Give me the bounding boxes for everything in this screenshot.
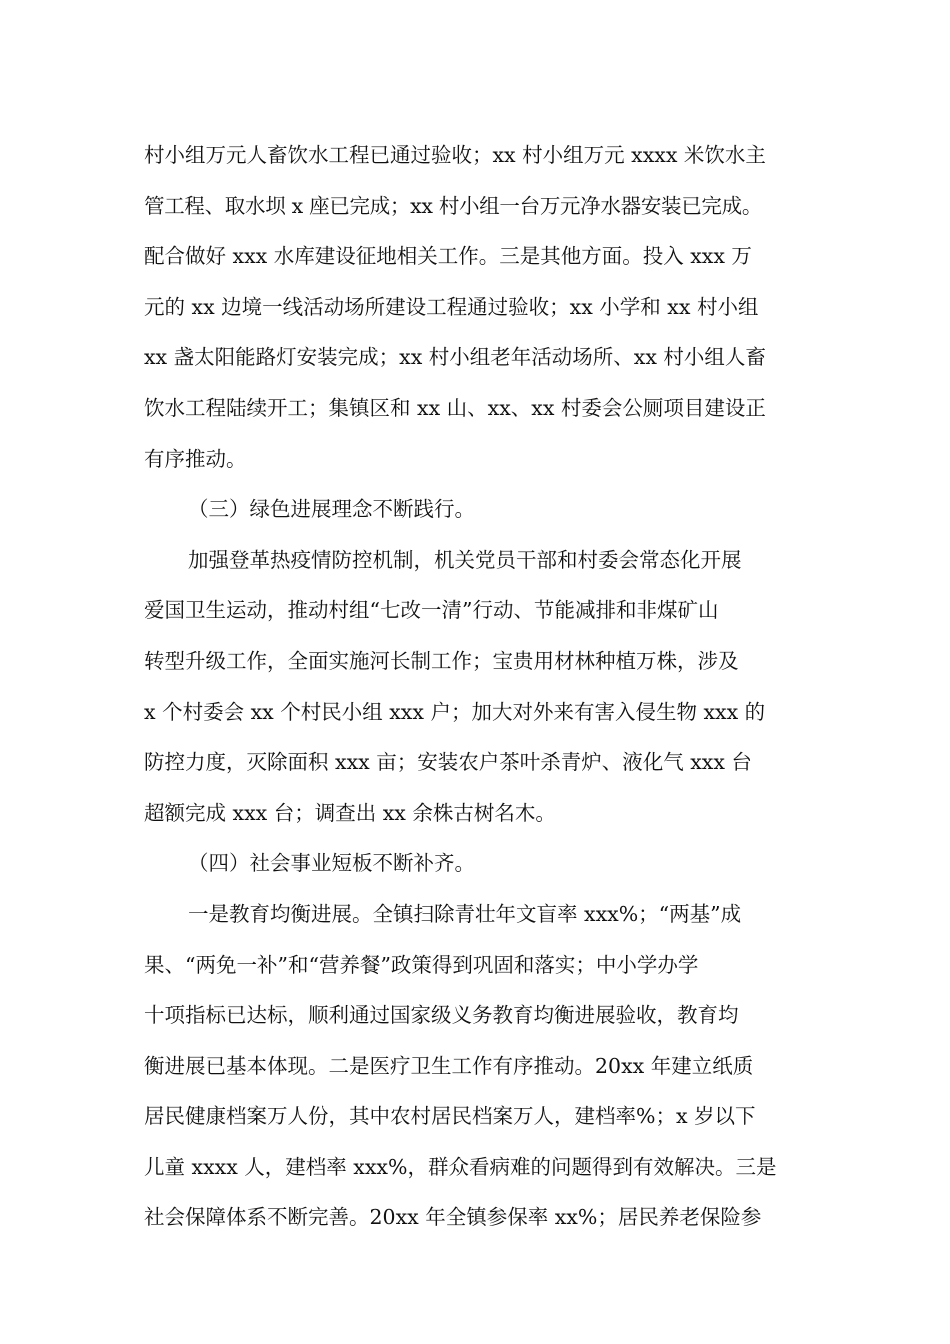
text-line: 饮水工程陆续开工；集镇区和 xx 山、xx、xx 村委会公厕项目建设正 — [144, 395, 766, 420]
text-line: 元的 xx 边境一线活动场所建设工程通过验收；xx 小学和 xx 村小组 — [144, 294, 759, 319]
text-line: 管工程、取水坝 x 座已完成；xx 村小组一台万元净水器安装已完成。 — [144, 193, 763, 218]
text-line: 果、“两免一补”和“营养餐”政策得到巩固和落实；中小学办学 — [144, 952, 699, 977]
text-line: xx 盏太阳能路灯安装完成；xx 村小组老年活动场所、xx 村小组人畜 — [144, 345, 766, 370]
text-line: 村小组万元人畜饮水工程已通过验收；xx 村小组万元 xxxx 米饮水主 — [144, 143, 766, 167]
text-line: 十项指标已达标，顺利通过国家级义务教育均衡进展验收，教育均 — [144, 1003, 739, 1028]
text-line: 有序推动。 — [144, 446, 247, 471]
paragraph-first-line: 一是教育均衡进展。全镇扫除青壮年文盲率 xxx%；“两基”成 — [188, 901, 742, 926]
text-line: x 个村委会 xx 个村民小组 xxx 户；加大对外来有害入侵生物 xxx 的 — [144, 699, 766, 724]
text-line: 防控力度，灭除面积 xxx 亩；安装农户茶叶杀青炉、液化气 xxx 台 — [144, 750, 752, 775]
text-line: 社会保障体系不断完善。20xx 年全镇参保率 xx%；居民养老保险参 — [144, 1205, 762, 1230]
text-line: 转型升级工作，全面实施河长制工作；宝贵用材林种植万株，涉及 — [144, 648, 739, 673]
text-line: 超额完成 xxx 台；调查出 xx 余株古树名木。 — [144, 800, 556, 825]
section-heading: （四）社会事业短板不断补齐。 — [188, 851, 475, 876]
text-line: 儿童 xxxx 人，建档率 xxx%，群众看病难的问题得到有效解决。三是 — [144, 1154, 777, 1179]
text-line: 爱国卫生运动，推动村组“七改一清”行动、节能减排和非煤矿山 — [144, 598, 719, 623]
document-body — [144, 130, 812, 1243]
text-line: 居民健康档案万人份，其中农村居民档案万人，建档率%；x 岁以下 — [144, 1104, 756, 1129]
text-line: 衡进展已基本体现。二是医疗卫生工作有序推动。20xx 年建立纸质 — [144, 1053, 754, 1078]
text-line: 配合做好 xxx 水库建设征地相关工作。三是其他方面。投入 xxx 万 — [144, 244, 752, 269]
section-heading: （三）绿色进展理念不断践行。 — [188, 497, 475, 522]
paragraph-first-line: 加强登革热疫情防控机制，机关党员干部和村委会常态化开展 — [188, 547, 742, 572]
